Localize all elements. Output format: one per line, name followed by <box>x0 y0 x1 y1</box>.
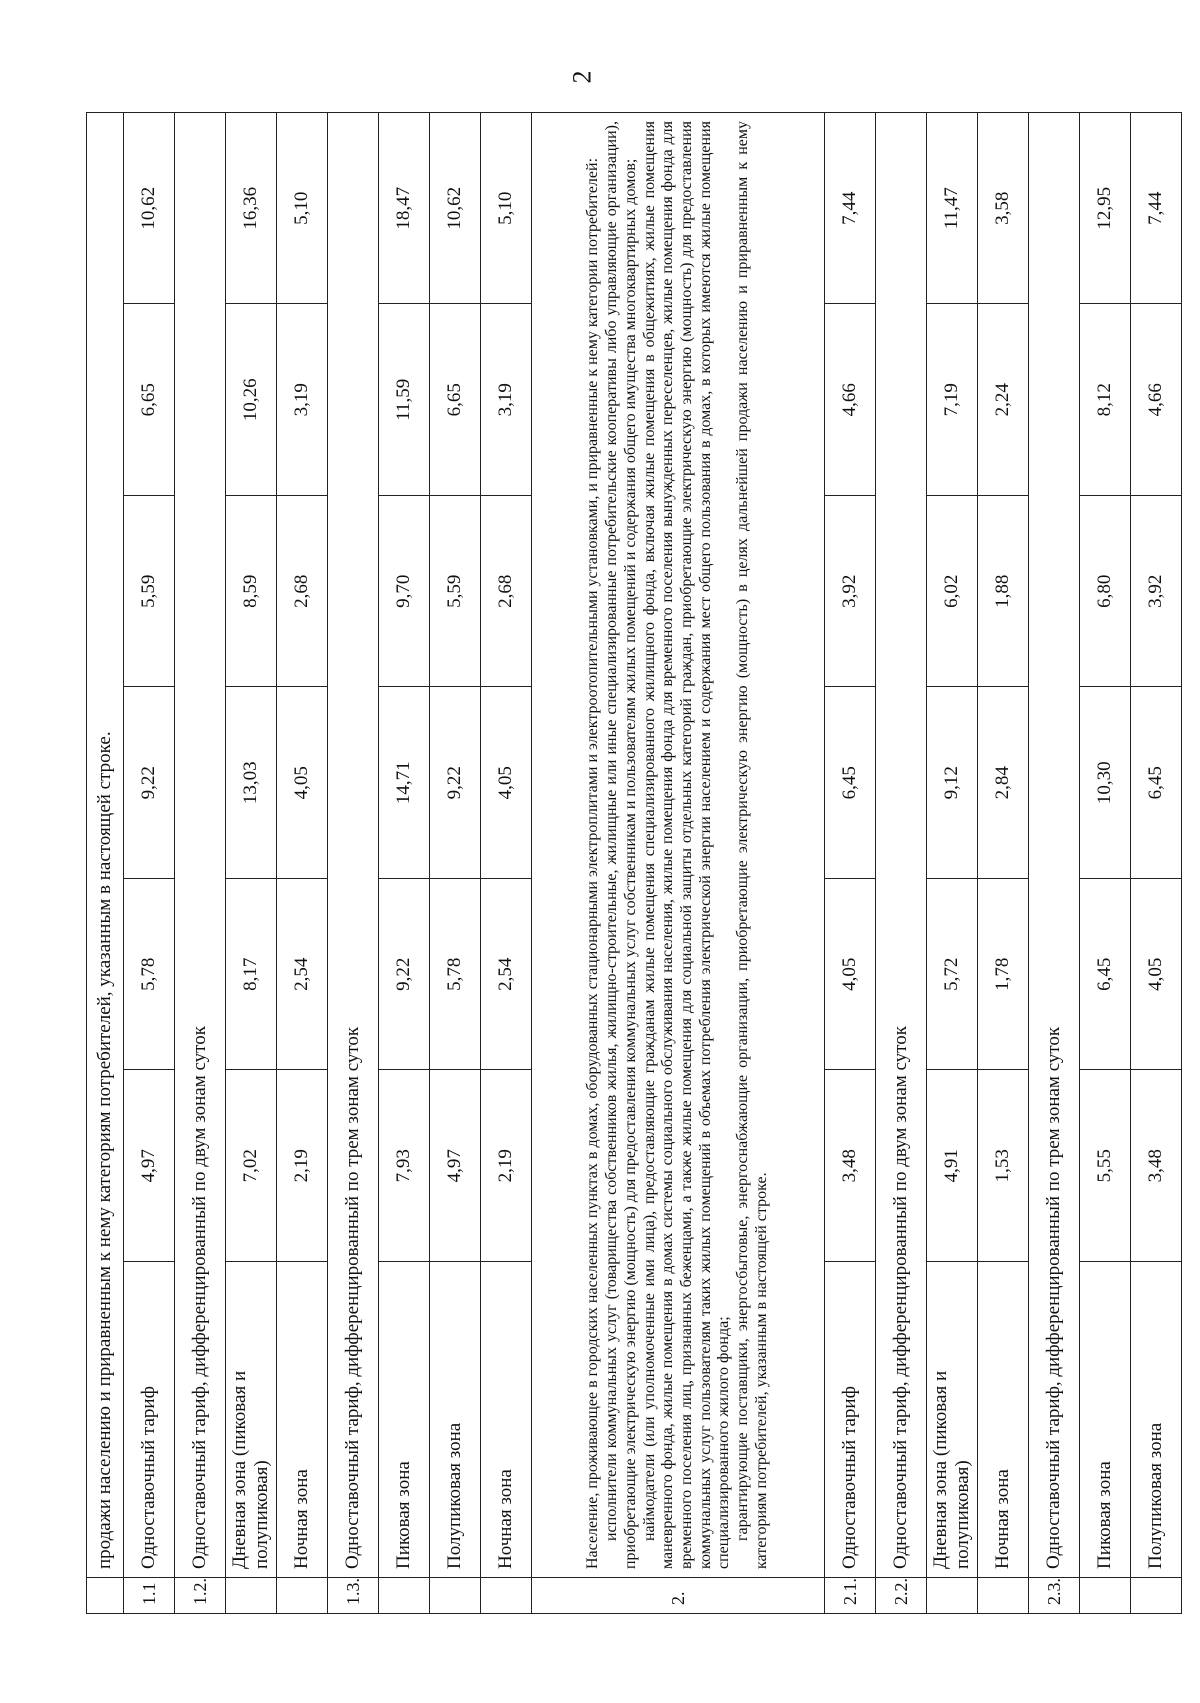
table-row-header <box>328 113 379 1614</box>
value-cell: 2,24 <box>978 304 1029 496</box>
row-name: Полупиковая зона <box>430 1262 481 1578</box>
table-row-section2 <box>532 113 825 1614</box>
value-cell: 9,12 <box>927 687 978 879</box>
row-number: 2.2. <box>876 1578 927 1614</box>
table-row <box>1131 113 1182 1614</box>
value-cell: 3,92 <box>1131 496 1182 688</box>
table-row-header <box>876 113 927 1614</box>
value-cell: 4,05 <box>277 687 328 879</box>
value-cell: 5,55 <box>1080 1070 1131 1262</box>
value-cell: 7,44 <box>825 113 876 305</box>
table-row <box>978 113 1029 1614</box>
value-cell: 6,45 <box>1131 687 1182 879</box>
row-number: 2.3. <box>1029 1578 1080 1614</box>
value-cell: 2,54 <box>481 879 532 1071</box>
value-cell: 12,95 <box>1080 113 1131 305</box>
table-row <box>430 113 481 1614</box>
value-cell: 16,36 <box>226 113 277 305</box>
row-header: Одноставочный тариф, дифференцированный по двум зонам суток <box>175 113 226 1578</box>
value-cell: 3,19 <box>277 304 328 496</box>
rotated-table-container <box>86 112 1167 1614</box>
value-cell: 9,70 <box>379 496 430 688</box>
row-header: Одноставочный тариф, дифференцированный по трем зонам суток <box>1029 113 1080 1578</box>
section2-paragraph: Население, проживающее в городских населенных пунктах в домах, оборудованных стационарными электроплитами и электроотопительными установками, и приравненные к нему категории потребителей: <box>584 157 602 1569</box>
row-number <box>1080 1578 1131 1614</box>
row-number <box>379 1578 430 1614</box>
value-cell: 5,59 <box>124 496 175 688</box>
value-cell: 1,53 <box>978 1070 1029 1262</box>
table-row <box>481 113 532 1614</box>
section2-paragraph: наймодатели (или уполномоченные ими лица), предоставляющие гражданам жилые помещения специализированного жилищного фонда, включая жилые помещения в общежитиях, жилые помещения маневренного фонда, жилые помещения в домах системы социального обслуживания населения, жилые помещения фонда для временного поселения вынужденных переселенцев, жилые помещения фонда для временного поселения лиц, признанных беженцами, а также жилые помещения для социальной защиты отдельных категорий граждан, приобретающие электрическую энергию (мощность) для предоставления коммунальных услуг пользователям таких жилых помещений в объемах потребления электрической энергии населением и содержания мест общего пользования в домах, в которых имеются жилые помещения специализированного жилого фонда; <box>640 121 733 1569</box>
table-row <box>277 113 328 1614</box>
value-cell: 10,62 <box>430 113 481 305</box>
row-name: Ночная зона <box>481 1262 532 1578</box>
table-row <box>379 113 430 1614</box>
value-cell: 6,80 <box>1080 496 1131 688</box>
value-cell: 11,59 <box>379 304 430 496</box>
row-name: Ночная зона <box>277 1262 328 1578</box>
value-cell: 4,05 <box>1131 879 1182 1071</box>
value-cell: 3,48 <box>825 1070 876 1262</box>
section2-paragraph: исполнители коммунальных услуг (товарищества собственников жилья, жилищно-строительные, жилищные или иные специализированные потребительские кооперативы либо управляющие организации), приобретающие электрическую энергию (мощность) для предоставления коммунальных услуг собственникам и пользователям жилых помещений и содержания общего имущества многоквартирных домов; <box>603 121 639 1569</box>
value-cell: 14,71 <box>379 687 430 879</box>
row-number: 2. <box>532 1578 825 1614</box>
page-number: 2 <box>567 70 597 84</box>
value-cell: 9,22 <box>430 687 481 879</box>
value-cell: 5,10 <box>481 113 532 305</box>
table-row <box>226 113 277 1614</box>
section2-paragraph: гарантирующие поставщики, энергосбытовые, энергоснабжающие организации, приобретающие электрическую энергию (мощность) в целях дальнейшей продажи населению и приравненным к нему категориям потребителей, указанным в настоящей строке. <box>734 121 770 1569</box>
table-cell-empty <box>87 1578 124 1614</box>
row-name: Пиковая зона <box>379 1262 430 1578</box>
value-cell: 10,62 <box>124 113 175 305</box>
row-name: Ночная зона <box>978 1262 1029 1578</box>
row-name: Пиковая зона <box>1080 1262 1131 1578</box>
value-cell: 4,66 <box>1131 304 1182 496</box>
value-cell: 7,44 <box>1131 113 1182 305</box>
row-number: 1.2. <box>175 1578 226 1614</box>
row-number: 1.3. <box>328 1578 379 1614</box>
row-number <box>1131 1578 1182 1614</box>
value-cell: 2,54 <box>277 879 328 1071</box>
row-number: 1.1 <box>124 1578 175 1614</box>
row-name: Дневная зона (пиковая и полупиковая) <box>927 1262 978 1578</box>
value-cell: 1,88 <box>978 496 1029 688</box>
row-number <box>978 1578 1029 1614</box>
value-cell: 4,05 <box>825 879 876 1071</box>
value-cell: 6,65 <box>124 304 175 496</box>
value-cell: 7,02 <box>226 1070 277 1262</box>
row-number <box>481 1578 532 1614</box>
value-cell: 7,93 <box>379 1070 430 1262</box>
value-cell: 2,19 <box>277 1070 328 1262</box>
value-cell: 8,59 <box>226 496 277 688</box>
value-cell: 7,19 <box>927 304 978 496</box>
value-cell: 3,58 <box>978 113 1029 305</box>
table-row <box>124 113 175 1614</box>
value-cell: 18,47 <box>379 113 430 305</box>
value-cell: 5,10 <box>277 113 328 305</box>
value-cell: 6,45 <box>1080 879 1131 1071</box>
row-number: 2.1. <box>825 1578 876 1614</box>
value-cell: 2,84 <box>978 687 1029 879</box>
table-row <box>927 113 978 1614</box>
table-row <box>825 113 876 1614</box>
table-row-header <box>175 113 226 1614</box>
value-cell: 9,22 <box>379 879 430 1071</box>
value-cell: 2,19 <box>481 1070 532 1262</box>
section2-description <box>532 113 825 1578</box>
value-cell: 3,19 <box>481 304 532 496</box>
value-cell: 11,47 <box>927 113 978 305</box>
row-number <box>277 1578 328 1614</box>
top-text: продажи населению и приравненным к нему категориям потребителей, указанным в настоящей строке. <box>87 113 124 1578</box>
value-cell: 9,22 <box>124 687 175 879</box>
table-row-top <box>87 113 124 1614</box>
tariff-table <box>86 112 1182 1614</box>
value-cell: 4,05 <box>481 687 532 879</box>
value-cell: 5,78 <box>430 879 481 1071</box>
value-cell: 8,12 <box>1080 304 1131 496</box>
value-cell: 6,45 <box>825 687 876 879</box>
value-cell: 3,48 <box>1131 1070 1182 1262</box>
value-cell: 6,65 <box>430 304 481 496</box>
table-row-header <box>1029 113 1080 1614</box>
value-cell: 10,30 <box>1080 687 1131 879</box>
value-cell: 2,68 <box>481 496 532 688</box>
value-cell: 2,68 <box>277 496 328 688</box>
value-cell: 10,26 <box>226 304 277 496</box>
value-cell: 4,97 <box>124 1070 175 1262</box>
row-number <box>226 1578 277 1614</box>
row-name: Одноставочный тариф <box>124 1262 175 1578</box>
row-name: Дневная зона (пиковая и полупиковая) <box>226 1262 277 1578</box>
value-cell: 4,91 <box>927 1070 978 1262</box>
value-cell: 1,78 <box>978 879 1029 1071</box>
row-number <box>430 1578 481 1614</box>
row-header: Одноставочный тариф, дифференцированный по трем зонам суток <box>328 113 379 1578</box>
value-cell: 3,92 <box>825 496 876 688</box>
row-name: Полупиковая зона <box>1131 1262 1182 1578</box>
row-name: Одноставочный тариф <box>825 1262 876 1578</box>
value-cell: 5,78 <box>124 879 175 1071</box>
value-cell: 4,66 <box>825 304 876 496</box>
row-header: Одноставочный тариф, дифференцированный по двум зонам суток <box>876 113 927 1578</box>
value-cell: 8,17 <box>226 879 277 1071</box>
table-row <box>1080 113 1131 1614</box>
value-cell: 4,97 <box>430 1070 481 1262</box>
value-cell: 5,72 <box>927 879 978 1071</box>
value-cell: 6,02 <box>927 496 978 688</box>
row-number <box>927 1578 978 1614</box>
value-cell: 5,59 <box>430 496 481 688</box>
value-cell: 13,03 <box>226 687 277 879</box>
